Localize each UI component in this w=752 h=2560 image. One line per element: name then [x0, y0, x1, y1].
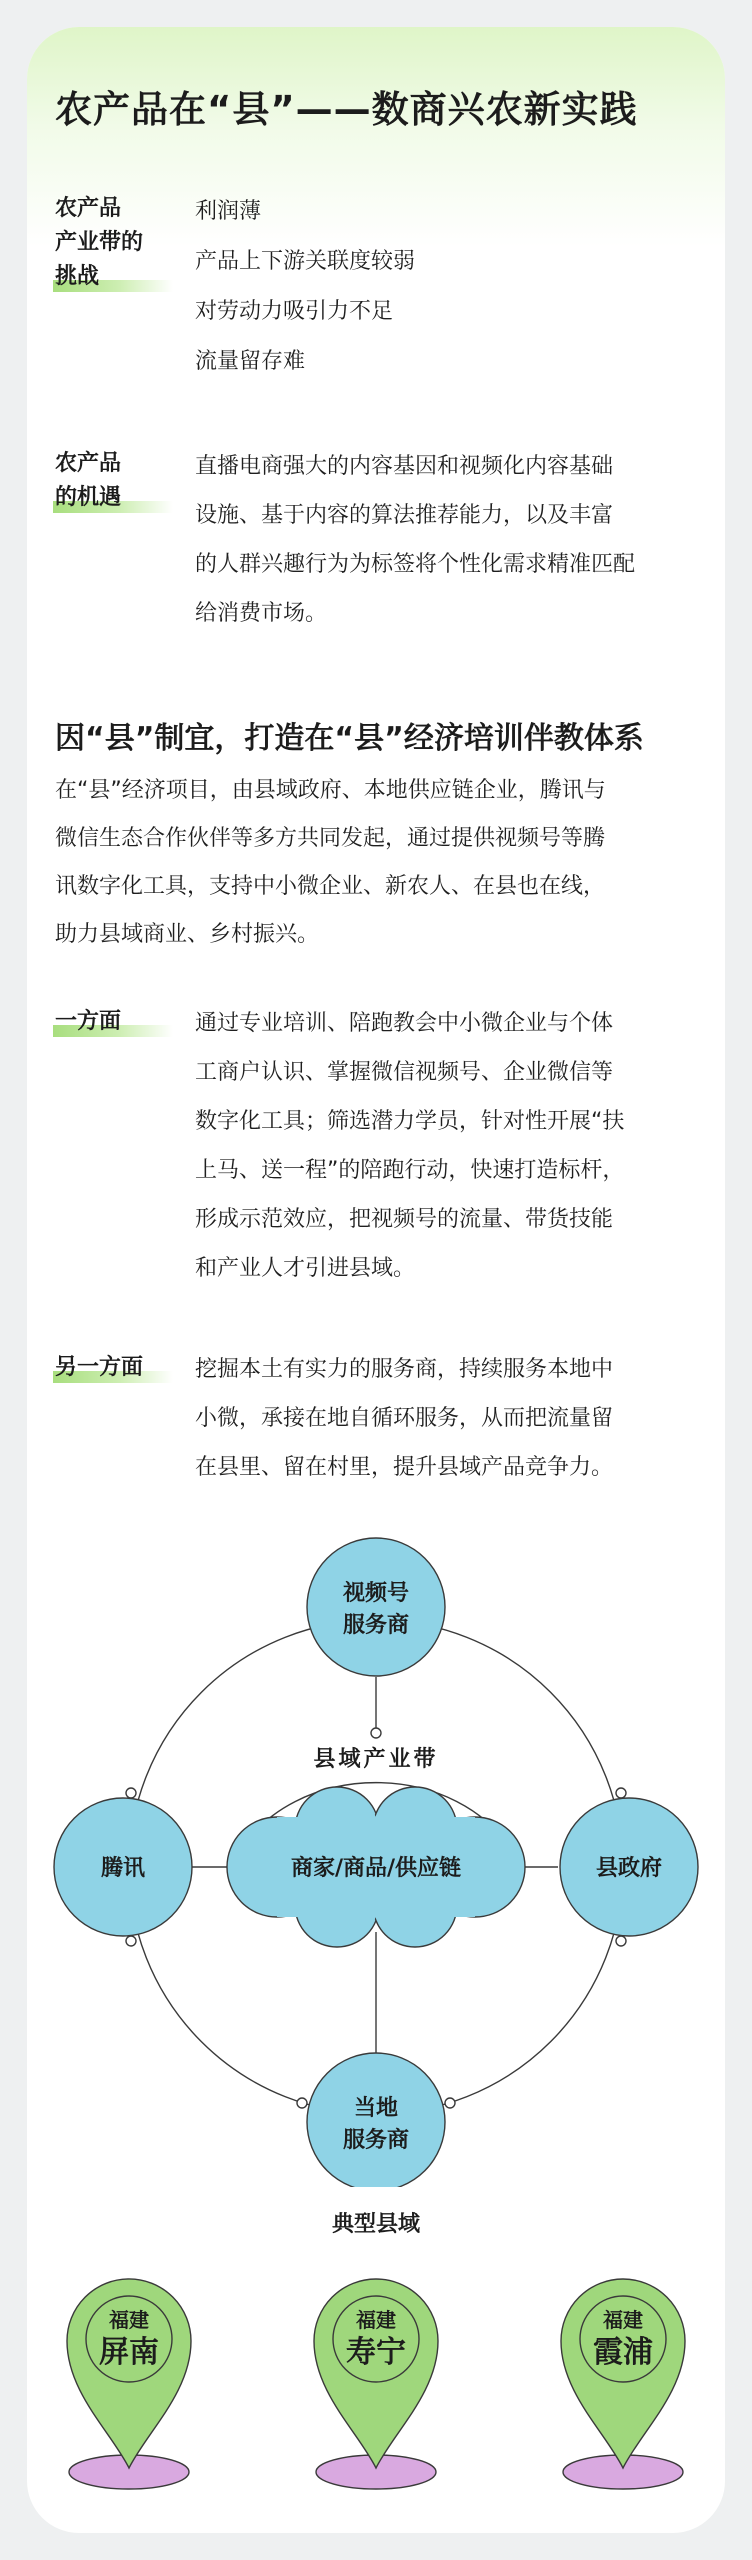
challenges-tag-line-3: 挑战 — [55, 260, 109, 294]
opportunities-tag — [55, 447, 131, 515]
text-line: 数字化工具；筛选潜力学员，针对性开展“扶 — [195, 1109, 625, 1134]
aspect2-text — [195, 1345, 695, 1492]
text-line: 设施、基于内容的算法推荐能力，以及丰富 — [195, 503, 614, 528]
opportunities-tag-line-2: 的机遇 — [55, 481, 131, 515]
challenges-tag — [55, 192, 143, 294]
dot — [616, 1788, 626, 1798]
list-item: 流量留存难 — [195, 349, 306, 374]
section-intro — [55, 767, 697, 959]
challenges-list — [195, 187, 415, 387]
node-tencent — [54, 1798, 192, 1936]
county-pin-shouning — [314, 2279, 438, 2489]
content-card — [27, 27, 725, 2533]
county-name: 寿宁 — [346, 2335, 406, 2370]
text-line: 工商户认识、掌握微信视频号、企业微信等 — [195, 1060, 614, 1085]
dot — [616, 1936, 626, 1946]
node-county-government — [560, 1798, 698, 1936]
section-title: 因“县”制宜，打造在“县”经济培训伴教体系 — [55, 721, 644, 756]
text-line: 微信生态合作伙伴等多方共同发起，通过提供视频号等腾 — [55, 826, 606, 851]
text-line: 和产业人才引进县域。 — [195, 1256, 416, 1281]
text-line: 在“县”经济项目，由县域政府、本地供应链企业，腾讯与 — [55, 778, 606, 803]
industry-belt-label: 县域产业带 — [313, 1747, 439, 1772]
text-line: 小微，承接在地自循环服务，从而把流量留 — [195, 1406, 614, 1431]
challenges-tag-line-1: 农产品 — [55, 196, 122, 221]
aspect1-text — [195, 999, 695, 1293]
text-line: 的人群兴趣行为为标签将个性化需求精准匹配 — [195, 552, 636, 577]
dot — [126, 1788, 136, 1798]
list-item: 利润薄 — [195, 199, 262, 224]
list-item: 产品上下游关联度较弱 — [195, 249, 416, 274]
dot — [445, 2098, 455, 2108]
text-line: 在县里、留在村里，提升县域产品竞争力。 — [195, 1455, 614, 1480]
dot — [297, 2098, 307, 2108]
text-line: 助力县域商业、乡村振兴。 — [55, 922, 320, 947]
text-line: 挖掘本土有实力的服务商，持续服务本地中 — [195, 1357, 614, 1382]
node-right-label: 县政府 — [595, 1856, 663, 1881]
challenges-tag-line-2: 产业带的 — [55, 230, 144, 255]
list-item: 对劳动力吸引力不足 — [195, 299, 394, 324]
node-bottom-line-1: 当地 — [353, 2096, 399, 2121]
node-merchants-supply-chain — [227, 1787, 525, 1947]
county-name: 霞浦 — [593, 2335, 653, 2370]
county-pin-pingnan — [67, 2279, 191, 2489]
county-name: 屏南 — [99, 2335, 159, 2370]
text-line: 上马、送一程”的陪跑行动，快速打造标杆， — [195, 1158, 625, 1183]
dot — [126, 1936, 136, 1946]
county-province: 福建 — [109, 2308, 149, 2332]
counties-title: 典型县域 — [331, 2212, 420, 2237]
text-line: 讯数字化工具，支持中小微企业、新农人、在县也在线， — [55, 874, 606, 899]
dot — [371, 1728, 381, 1738]
text-line: 形成示范效应，把视频号的流量、带货技能 — [195, 1207, 614, 1232]
node-bottom-line-2: 服务商 — [342, 2128, 410, 2153]
opportunities-tag-line-1: 农产品 — [55, 451, 122, 476]
aspect1-tag-label: 一方面 — [55, 1005, 131, 1039]
ecosystem-diagram — [27, 1487, 725, 2187]
node-center-label: 商家/商品/供应链 — [290, 1856, 462, 1881]
node-video-service-provider — [307, 1538, 445, 1676]
text-line: 直播电商强大的内容基因和视频化内容基础 — [195, 454, 614, 479]
opportunities-text — [195, 442, 695, 638]
text-line: 通过专业培训、陪跑教会中小微企业与个体 — [195, 1011, 614, 1036]
aspect2-tag-label: 另一方面 — [55, 1351, 153, 1385]
page-title: 农产品在“县”——数商兴农新实践 — [55, 88, 638, 131]
node-top-line-1: 视频号 — [342, 1581, 410, 1606]
county-pin-xiapu — [561, 2279, 685, 2489]
node-top-line-2: 服务商 — [342, 1613, 410, 1638]
county-pins — [27, 2242, 725, 2502]
node-local-service-provider — [307, 2053, 445, 2187]
node-left-label: 腾讯 — [100, 1856, 146, 1881]
text-line: 给消费市场。 — [195, 601, 328, 626]
aspect1-tag — [55, 1005, 131, 1039]
aspect2-tag — [55, 1351, 153, 1385]
county-province: 福建 — [356, 2308, 396, 2332]
county-province: 福建 — [603, 2308, 643, 2332]
